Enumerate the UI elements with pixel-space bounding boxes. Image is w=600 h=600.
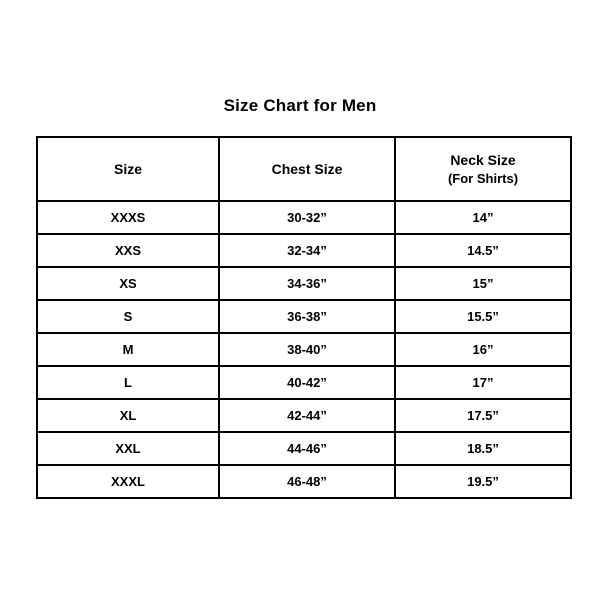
cell-chest: 44-46” [219, 432, 395, 465]
cell-neck: 17” [395, 366, 571, 399]
table-row [37, 465, 571, 498]
cell-chest: 30-32” [219, 201, 395, 234]
cell-size: XL [37, 399, 219, 432]
cell-size: XS [37, 267, 219, 300]
cell-size: XXL [37, 432, 219, 465]
size-chart-table [36, 136, 572, 499]
column-header-chest-size-label: Chest Size [271, 160, 343, 177]
cell-neck: 14.5” [395, 234, 571, 267]
column-header-neck-size-sublabel: (For Shirts) [447, 170, 519, 186]
cell-chest: 46-48” [219, 465, 395, 498]
table-body [37, 201, 571, 498]
cell-size: XXXL [37, 465, 219, 498]
table-header-row [37, 137, 571, 201]
page-title: Size Chart for Men [223, 96, 377, 115]
cell-size: L [37, 366, 219, 399]
cell-neck: 16” [395, 333, 571, 366]
column-header-size-label: Size [113, 160, 142, 177]
column-header-neck-size [395, 137, 571, 201]
cell-neck: 17.5” [395, 399, 571, 432]
table-row [37, 267, 571, 300]
cell-size: M [37, 333, 219, 366]
cell-chest: 34-36” [219, 267, 395, 300]
cell-size: XXXS [37, 201, 219, 234]
cell-chest: 36-38” [219, 300, 395, 333]
table-row [37, 300, 571, 333]
column-header-size [37, 137, 219, 201]
cell-chest: 38-40” [219, 333, 395, 366]
cell-neck: 18.5” [395, 432, 571, 465]
table-row [37, 234, 571, 267]
cell-chest: 32-34” [219, 234, 395, 267]
table-row [37, 366, 571, 399]
cell-chest: 42-44” [219, 399, 395, 432]
cell-neck: 15” [395, 267, 571, 300]
table-row [37, 333, 571, 366]
cell-size: S [37, 300, 219, 333]
table-row [37, 432, 571, 465]
table-header [37, 137, 571, 201]
cell-chest: 40-42” [219, 366, 395, 399]
column-header-chest-size [219, 137, 395, 201]
table-row [37, 399, 571, 432]
column-header-neck-size-label: Neck Size [450, 151, 516, 168]
cell-neck: 15.5” [395, 300, 571, 333]
cell-size: XXS [37, 234, 219, 267]
table-row [37, 201, 571, 234]
cell-neck: 14” [395, 201, 571, 234]
cell-neck: 19.5” [395, 465, 571, 498]
